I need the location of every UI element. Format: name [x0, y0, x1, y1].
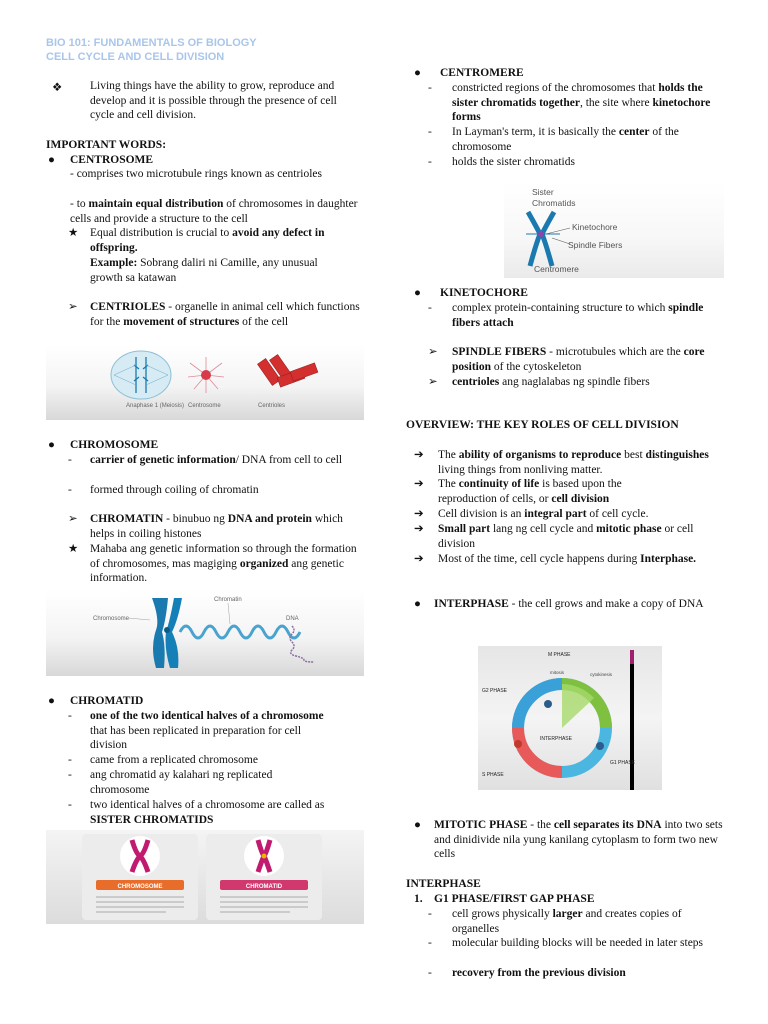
fig-label-m-phase: M PHASE [548, 652, 571, 658]
chromosome-desc-1: carrier of genetic information/ DNA from cell to cell [90, 454, 343, 466]
centrosome-star-note: Equal distribution is crucial to avoid any defect in offspring. [90, 227, 325, 254]
overview-point-4: Small part lang ng cell cycle and mitotic phase or cell division [438, 523, 694, 550]
course-title: BIO 101: FUNDAMENTALS OF BIOLOGY [46, 37, 257, 49]
chromosome-desc-2: formed through coiling of chromatin [90, 484, 259, 496]
dash-bullet: - [428, 82, 432, 94]
chromatid-figure [46, 830, 364, 924]
g1-desc-1: cell grows physically larger and creates copies of organelles [452, 908, 682, 935]
centrosome-desc-2: - to maintain equal distribution of chromosomes in daughter cells and provide a structure to the cell [70, 198, 358, 225]
g1-desc-3: recovery from the previous division [452, 967, 626, 979]
dot-bullet-icon: ● [414, 67, 421, 79]
fig-label-sister: Sister [532, 187, 554, 197]
dash-bullet: - [428, 126, 432, 138]
arrow-bullet-icon: ➔ [414, 449, 424, 461]
fig-label-kinetochore: Kinetochore [572, 222, 618, 232]
arrow-bullet-icon: ➔ [414, 523, 424, 535]
chromatin-definition: CHROMATIN - binubuo ng DNA and protein which helps in coiling histones [90, 513, 343, 540]
centrosome-example: Example: Sobrang daliri ni Camille, any unusual growth sa katawan [90, 257, 318, 284]
fig-label-mitosis: mitosis [550, 670, 565, 675]
dot-bullet-icon: ● [414, 819, 421, 831]
centromere-desc-1: constricted regions of the chromosomes that holds the sister chromatids together, the site where kinetochore forms [452, 82, 711, 124]
centrosome-figure [46, 345, 364, 420]
chromosome-figure [46, 590, 364, 676]
fig-label-g2-phase: G2 PHASE [482, 688, 508, 694]
chromatid-title: CHROMATID [70, 695, 144, 707]
kinetochore-title: KINETOCHORE [440, 287, 528, 299]
fig-label-dna: DNA [286, 616, 299, 622]
chromosome-card-label: CHROMOSOME [117, 884, 163, 890]
fig-label-chromatids: Chromatids [532, 198, 576, 208]
fig-label-centrioles: Centrioles [258, 403, 286, 409]
centromere-desc-3: holds the sister chromatids [452, 156, 575, 168]
kinetochore-desc: complex protein-containing structure to which spindle fibers attach [452, 302, 704, 329]
topic-title: CELL CYCLE AND CELL DIVISION [46, 51, 225, 63]
arrow-bullet-icon: ➢ [428, 376, 438, 388]
centrosome-title: CENTROSOME [70, 154, 154, 166]
fig-label-g1-phase: G1 PHASE [610, 760, 636, 766]
dot-bullet-icon: ● [414, 287, 421, 299]
dash-bullet: - [428, 967, 432, 979]
dot-bullet-icon: ● [48, 154, 55, 166]
chromosome-title: CHROMOSOME [70, 439, 159, 451]
arrow-bullet-icon: ➢ [68, 301, 78, 313]
diamond-bullet-icon: ❖ [52, 82, 63, 94]
dash-bullet: - [428, 908, 432, 920]
fig-label-interphase: INTERPHASE [540, 736, 572, 742]
dash-bullet: - [68, 710, 72, 722]
dash-bullet: - [68, 769, 72, 781]
arrow-bullet-icon: ➢ [428, 346, 438, 358]
arrow-bullet-icon: ➢ [68, 513, 78, 525]
overview-point-1: The ability of organisms to reproduce best distinguishes living things from nonliving matter. [438, 449, 709, 476]
centromere-desc-2: In Layman's term, it is basically the center of the chromosome [452, 126, 679, 153]
chromatid-desc-3: ang chromatid ay kalahari ng replicated chromosome [90, 769, 273, 796]
chromatid-desc-4: two identical halves of a chromosome are called as SISTER CHROMATIDS [90, 799, 325, 826]
chromosome-star-note: Mahaba ang genetic information so through the formation of chromosomes, mas magiging organized ang genetic information. [90, 543, 357, 585]
dash-bullet: - [428, 156, 432, 168]
dash-bullet: - [68, 454, 72, 466]
interphase-definition: INTERPHASE - the cell grows and make a copy of DNA [434, 598, 704, 610]
g1-desc-2: molecular building blocks will be needed in later steps [452, 937, 704, 949]
dash-bullet: - [68, 799, 72, 811]
star-bullet-icon: ★ [68, 227, 79, 239]
g1-number: 1. [414, 893, 423, 905]
dot-bullet-icon: ● [48, 439, 55, 451]
intro-paragraph: Living things have the ability to grow, reproduce and develop and it is possible through the presence of cell cycle and cell division. [90, 80, 337, 122]
dash-bullet: - [68, 484, 72, 496]
arrow-bullet-icon: ➔ [414, 553, 424, 565]
cell-cycle-figure [478, 646, 662, 790]
fig-label-centromere: Centromere [534, 264, 579, 274]
fig-label-s-phase: S PHASE [482, 772, 504, 778]
fig-label-anaphase: Anaphase 1 (Meiosis) [126, 403, 185, 409]
fig-label-chromosome: Chromosome [93, 616, 130, 622]
fig-label-cytokinesis: cytokinesis [590, 672, 613, 677]
dot-bullet-icon: ● [414, 598, 421, 610]
centromere-title: CENTROMERE [440, 67, 524, 79]
centrioles-note: centrioles ang naglalabas ng spindle fibers [452, 376, 650, 388]
centrosome-desc-1: - comprises two microtubule rings known as centrioles [70, 168, 322, 180]
dash-bullet: - [68, 754, 72, 766]
spindle-fibers-definition: SPINDLE FIBERS - microtubules which are the core position of the cytoskeleton [452, 346, 705, 373]
interphase-heading: INTERPHASE [406, 878, 481, 890]
chromatid-card-label: CHROMATID [245, 884, 283, 890]
chromatid-desc-2: came from a replicated chromosome [90, 754, 258, 766]
dot-bullet-icon: ● [48, 695, 55, 707]
arrow-bullet-icon: ➔ [414, 478, 424, 490]
centromere-figure [504, 182, 724, 278]
fig-label-spindle-fibers: Spindle Fibers [568, 240, 623, 250]
overview-heading: OVERVIEW: THE KEY ROLES OF CELL DIVISION [406, 419, 679, 431]
g1-phase-title: G1 PHASE/FIRST GAP PHASE [434, 893, 595, 905]
fig-label-chromatin: Chromatin [214, 597, 242, 603]
important-words-heading: IMPORTANT WORDS: [46, 139, 167, 151]
dash-bullet: - [428, 302, 432, 314]
overview-point-2: The continuity of life is based upon the reproduction of cells, or cell division [438, 478, 622, 505]
mitotic-phase-definition: MITOTIC PHASE - the cell separates its DNA into two sets and dinidivide nila yung kanilang cytoplasm to form two new cells [434, 819, 723, 861]
overview-point-5: Most of the time, cell cycle happens during Interphase. [438, 553, 697, 565]
overview-point-3: Cell division is an integral part of cell cycle. [438, 508, 649, 520]
chromatid-desc-1: one of the two identical halves of a chromosome that has been replicated in preparation for cell division [90, 710, 324, 752]
document-header [46, 36, 257, 64]
dash-bullet: - [428, 937, 432, 949]
centrioles-definition: CENTRIOLES - organelle in animal cell which functions for the movement of structures of the cell [90, 301, 360, 328]
fig-label-centrosome: Centrosome [188, 403, 221, 409]
star-bullet-icon: ★ [68, 543, 79, 555]
arrow-bullet-icon: ➔ [414, 508, 424, 520]
